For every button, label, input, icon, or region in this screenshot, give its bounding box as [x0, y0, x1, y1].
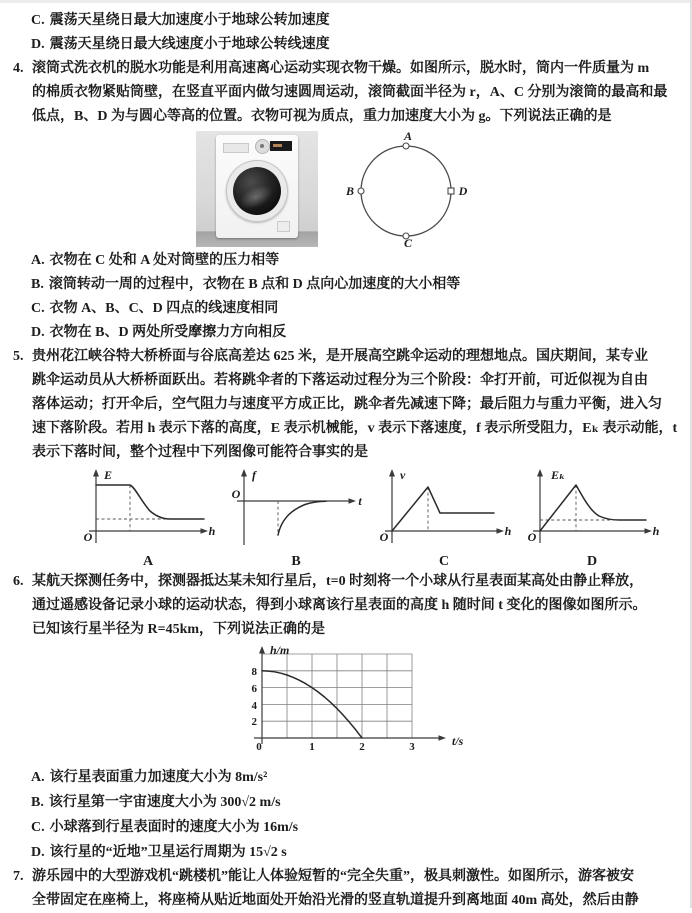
question-6-chart — [228, 644, 692, 763]
graph-letter: B — [291, 554, 301, 569]
option-row — [0, 249, 692, 273]
y-axis-label: Eₖ — [551, 468, 566, 482]
origin-label: O — [83, 530, 93, 544]
curve — [392, 487, 494, 531]
washer-detergent-drawer — [223, 143, 249, 153]
y-tick: 8 — [251, 666, 257, 678]
y-axis-label: v — [400, 468, 406, 482]
point-marker-top — [403, 143, 409, 149]
y-axis-label: E — [104, 468, 113, 482]
x-axis-arrow — [439, 735, 447, 741]
option-row — [0, 765, 692, 790]
y-axis-arrow — [259, 646, 265, 654]
question-4-options — [0, 249, 692, 345]
question-number: 6. — [13, 574, 24, 589]
x-tick: 3 — [409, 741, 415, 753]
question-number: 4. — [13, 61, 24, 76]
option-row — [0, 9, 692, 33]
graph-letter: C — [438, 554, 450, 569]
question-body — [32, 57, 692, 129]
question-7 — [0, 865, 692, 913]
washer-display — [270, 141, 292, 151]
option-text: 该行星的“近地”卫星运行周期为 15√2 s — [49, 845, 287, 860]
question-line: 通过遥感设备记录小球的运动状态，得到小球离该行星表面的高度 h 随时间 t 变化的图像如图所示。 — [32, 598, 647, 613]
option-text: 衣物在 C 处和 A 处对筒壁的压力相等 — [49, 253, 280, 268]
question-line: 贵州花江峡谷特大桥桥面与谷底高差达 625 米，是开展高空跳伞运动的理想地点。国庆期间，某专业 — [32, 349, 648, 364]
graph-option-B — [226, 467, 366, 570]
option-text: 衣物 A、B、C、D 四点的线速度相同 — [49, 301, 279, 316]
washing-machine-photo — [196, 131, 318, 247]
option-text: 该行星表面重力加速度大小为 8m/s² — [49, 770, 268, 785]
question-line: 的棉质衣物紧贴筒壁，在竖直平面内做匀速圆周运动，滚筒截面半径为 r，A、C 分别为滚筒的最高和最 — [32, 85, 668, 100]
y-axis-arrow — [389, 469, 395, 477]
option-label: C. — [31, 13, 45, 28]
origin-label: O — [379, 530, 389, 544]
option-label: B. — [31, 277, 44, 292]
graph-Ek-vs-h — [522, 467, 662, 549]
option-label: C. — [31, 820, 45, 835]
question-body — [32, 570, 692, 642]
option-row — [0, 297, 692, 321]
point-label-left: B — [345, 184, 355, 198]
x-axis-label: t/s — [452, 734, 464, 748]
drum-circle — [361, 146, 451, 236]
x-axis-arrow — [201, 528, 209, 534]
question-line: 游乐园中的大型游戏机“跳楼机”能让人体验短暂的“完全失重”，极具刺激性。如图所示，游客被安 — [32, 869, 634, 884]
point-label-top: A — [403, 131, 413, 143]
option-label: C. — [31, 301, 45, 316]
question-line: 落体运动；打开伞后，空气阻力与速度平方成正比，跳伞者先减速下降；最后阻力与重力平衡，进入匀 — [32, 397, 662, 412]
option-row — [0, 790, 692, 815]
x-tick: 2 — [359, 741, 365, 753]
graph-option-D — [522, 467, 662, 570]
option-row — [0, 33, 692, 57]
y-tick: 6 — [251, 683, 257, 695]
question-line: 低点，B、D 为与圆心等高的位置。衣物可视为质点，重力加速度大小为 g。下列说法正确的是 — [32, 109, 612, 124]
question-5 — [0, 345, 692, 465]
x-axis-label: h — [652, 524, 660, 538]
graph-v-vs-h — [374, 467, 514, 549]
y-tick: 4 — [251, 700, 257, 712]
y-axis-arrow — [93, 469, 99, 477]
option-row — [0, 815, 692, 840]
question-line: 表示下落时间，整个过程中下列图像可能符合事实的是 — [32, 445, 368, 460]
question-6 — [0, 570, 692, 642]
y-axis-label: f — [252, 468, 256, 482]
x-axis-arrow — [645, 528, 653, 534]
origin-label: O — [231, 487, 241, 501]
y-axis-label: h/m — [270, 644, 290, 657]
question-line: 全带固定在座椅上，将座椅从贴近地面处开始沿光滑的竖直轨道提升到离地面 40m 高处，然后由静 — [32, 893, 639, 908]
question-6-options — [0, 765, 692, 865]
option-text: 衣物在 B、D 两处所受摩擦力方向相反 — [49, 325, 287, 340]
point-marker-right — [448, 188, 454, 194]
question-line: 已知该行星半径为 R=45km，下列说法正确的是 — [32, 622, 326, 637]
drum-cross-section-diagram — [342, 131, 490, 247]
x-axis-label: h — [504, 524, 512, 538]
x-tick: 1 — [309, 741, 315, 753]
graph-letter: A — [142, 554, 154, 569]
x-tick: 0 — [256, 741, 262, 753]
point-marker-left — [358, 188, 364, 194]
x-axis-arrow — [349, 498, 357, 504]
graph-E-vs-h — [78, 467, 218, 549]
option-label: A. — [31, 770, 45, 785]
x-axis-label: h — [208, 524, 216, 538]
option-row — [0, 273, 692, 297]
option-label: D. — [31, 325, 45, 340]
option-text: 震荡天星绕日最大线速度小于地球公转线速度 — [49, 37, 330, 52]
washer-door — [226, 160, 288, 222]
question-4-figure — [196, 131, 692, 249]
option-label: D. — [31, 37, 45, 52]
point-label-right: D — [458, 184, 468, 198]
question-line: 跳伞运动员从大桥桥面跃出。若将跳伞者的下落运动过程分为三个阶段：伞打开前，可近似视为自由 — [32, 373, 648, 388]
question-4 — [0, 57, 692, 129]
question-number: 5. — [13, 349, 24, 364]
page-content — [0, 3, 692, 913]
curve — [278, 501, 326, 535]
washer-door-glass — [233, 167, 281, 215]
prev-question-options — [0, 9, 692, 57]
option-text: 该行星第一宇宙速度大小为 300√2 m/s — [48, 795, 281, 810]
y-tick: 2 — [251, 716, 257, 728]
x-axis-label: t — [358, 494, 362, 508]
question-number: 7. — [13, 869, 24, 884]
option-text: 小球落到行星表面时的速度大小为 16m/s — [49, 820, 299, 835]
x-axis-arrow — [497, 528, 505, 534]
question-line: 滚筒式洗衣机的脱水功能是利用高速离心运动实现衣物干燥。如图所示，脱水时，筒内一件质量为 m — [32, 61, 650, 76]
y-axis-arrow — [537, 469, 543, 477]
question-line: 速下落阶段。若用 h 表示下落的高度，E 表示机械能，v 表示下落速度，f 表示所受阻力，Eₖ 表示动能，t — [32, 421, 678, 436]
question-body — [32, 865, 692, 913]
graph-option-C — [374, 467, 514, 570]
graph-letter: D — [586, 554, 598, 569]
option-label: D. — [31, 845, 45, 860]
graph-option-A — [78, 467, 218, 570]
washer-filter-hatch — [277, 221, 290, 232]
option-row — [0, 321, 692, 345]
question-line: 某航天探测任务中，探测器抵达某未知行星后，t=0 时刻将一个小球从行星表面某高处由静止释放， — [32, 574, 644, 589]
point-label-bottom: C — [403, 236, 413, 247]
origin-label: O — [527, 530, 537, 544]
q6-gridlines — [262, 654, 412, 738]
curve — [96, 485, 204, 519]
washer-body — [216, 135, 298, 238]
option-label: B. — [31, 795, 44, 810]
option-row — [0, 840, 692, 865]
y-axis-arrow — [241, 469, 247, 477]
question-body — [32, 345, 692, 465]
curve — [540, 485, 646, 531]
washer-knob — [255, 139, 270, 154]
option-text: 震荡天星绕日最大加速度小于地球公转加速度 — [49, 13, 330, 28]
graph-f-vs-t — [226, 467, 366, 549]
h-t-chart — [228, 644, 472, 758]
option-text: 滚筒转动一周的过程中，衣物在 B 点和 D 点向心加速度的大小相等 — [48, 277, 461, 292]
question-5-graphs — [78, 467, 692, 570]
option-label: A. — [31, 253, 45, 268]
